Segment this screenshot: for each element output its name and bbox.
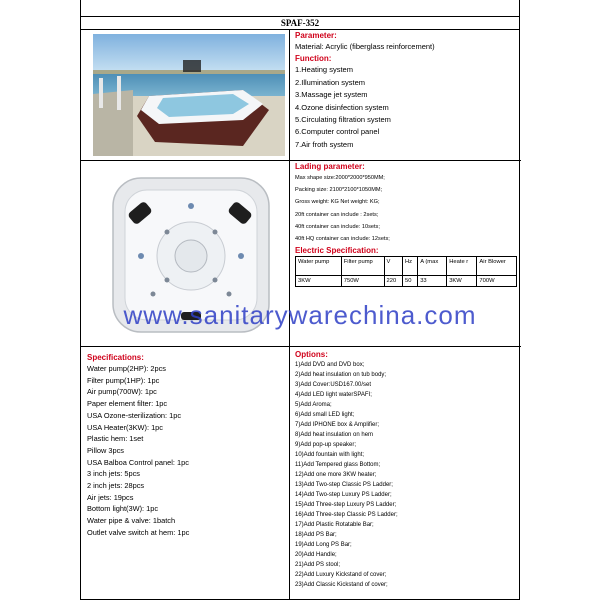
lading-item: 20ft container can include : 2sets; xyxy=(295,211,379,218)
hot-tub-terrace-photo xyxy=(93,34,285,156)
option-item: 8)Add heat insulation on hem xyxy=(295,432,374,438)
option-item: 19)Add Long PS Bar; xyxy=(295,542,352,548)
electric-header-row xyxy=(296,257,517,276)
option-item: 7)Add IPHONE box & Amplifier; xyxy=(295,422,380,428)
specifications-section xyxy=(87,352,287,539)
electric-value-cell: 3KW xyxy=(296,276,342,287)
option-item: 11)Add Tempered glass Bottom; xyxy=(295,462,381,468)
option-item: 13)Add Two-step Classic PS Ladder; xyxy=(295,482,393,488)
option-item: 22)Add Luxury Kickstand of cover; xyxy=(295,572,387,578)
option-item: 15)Add Three-step Luxury PS Ladder; xyxy=(295,502,397,508)
function-item: 5.Circulating filtration system xyxy=(295,115,391,125)
electric-heading: Electric Specification: xyxy=(295,246,379,256)
spec-item: Pillow 3pcs xyxy=(87,445,124,455)
lading-section xyxy=(295,161,517,287)
electric-value-cell: 220 xyxy=(384,276,402,287)
spec-item: Water pipe & valve: 1batch xyxy=(87,516,176,526)
spec-item: Bottom light(3W): 1pc xyxy=(87,504,159,514)
material-text: Material: Acrylic (fiberglass reinforcement) xyxy=(295,42,435,51)
spec-item: USA Ozone-sterilization: 1pc xyxy=(87,410,182,420)
function-item: 6.Computer control panel xyxy=(295,127,380,137)
option-item: 17)Add Plastic Rotatable Bar; xyxy=(295,522,374,528)
spec-item: Filter pump(1HP): 1pc xyxy=(87,375,160,385)
electric-header-cell: V xyxy=(384,257,402,276)
option-item: 20)Add Handle; xyxy=(295,552,337,558)
row-divider-lower xyxy=(81,346,521,347)
electric-value-cell: 3KW xyxy=(447,276,477,287)
lading-item: Max shape size:2000*2000*950MM; xyxy=(295,175,385,181)
function-item: 3.Massage jet system xyxy=(295,90,368,100)
parameter-section xyxy=(295,30,517,151)
spec-item: Air jets: 19pcs xyxy=(87,492,134,502)
spec-item: 2 inch jets: 28pcs xyxy=(87,481,145,491)
option-item: 14)Add Two-step Luxury PS Ladder; xyxy=(295,492,392,498)
electric-value-cell: 700W xyxy=(477,276,517,287)
function-item: 4.Ozone disinfection system xyxy=(295,102,389,112)
specifications-heading: Specifications: xyxy=(87,353,144,362)
spec-item: USA Balboa Control panel: 1pc xyxy=(87,457,189,467)
lading-item: 40ft container can include: 10sets; xyxy=(295,223,380,230)
option-item: 4)Add LED light waterSPAFI; xyxy=(295,392,372,398)
electric-value-cell: 50 xyxy=(402,276,417,287)
spec-item: Paper element filter: 1pc xyxy=(87,399,168,409)
function-heading: Function: xyxy=(295,54,332,64)
option-item: 6)Add small LED light; xyxy=(295,412,355,418)
electric-header-cell: Air Blower xyxy=(477,257,517,276)
electric-value-cell: 33 xyxy=(418,276,447,287)
electric-header-cell: Heate r xyxy=(447,257,477,276)
spec-item: Outlet valve switch at hem: 1pc xyxy=(87,527,190,537)
product-title: SPAF-352 xyxy=(80,16,520,30)
spec-item: USA Heater(3KW): 1pc xyxy=(87,422,163,432)
function-item: 2.Illumination system xyxy=(295,77,366,87)
parameter-heading: Parameter: xyxy=(295,31,337,40)
website-watermark: www.sanitarywarechina.com xyxy=(123,300,477,330)
option-item: 12)Add one more 3KW heater; xyxy=(295,472,377,478)
options-section xyxy=(295,349,517,590)
lading-item: Packing size: 2100*2100*1050MM; xyxy=(295,187,383,194)
electric-header-cell: Water pump xyxy=(296,257,342,276)
electric-header-cell: A (max xyxy=(418,257,447,276)
option-item: 2)Add heat insulation on tub body; xyxy=(295,372,387,378)
spec-item: 3 inch jets: 5pcs xyxy=(87,469,140,479)
option-item: 18)Add PS Bar; xyxy=(295,532,337,538)
lading-heading: Lading parameter: xyxy=(295,162,365,171)
spec-item: Water pump(2HP): 2pcs xyxy=(87,364,166,373)
option-item: 23)Add Classic Kickstand of cover; xyxy=(295,582,388,588)
option-item: 5)Add Aroma; xyxy=(295,402,332,408)
electric-value-cell: 750W xyxy=(341,276,384,287)
function-item: 7.Air froth system xyxy=(295,139,354,149)
electric-header-cell: Filter pump xyxy=(341,257,384,276)
option-item: 16)Add Three-step Classic PS Ladder; xyxy=(295,512,398,518)
options-heading: Options: xyxy=(295,350,328,359)
sheet-top-margin xyxy=(80,0,520,16)
lading-item: Gross weight: KG Net weight: KG; xyxy=(295,199,380,206)
option-item: 10)Add fountain with light; xyxy=(295,452,365,458)
spec-item: Air pump(700W): 1pc xyxy=(87,387,157,397)
option-item: 21)Add PS stool; xyxy=(295,562,341,568)
option-item: 9)Add pop-up speaker; xyxy=(295,442,357,448)
function-item: 1.Heating system xyxy=(295,65,353,75)
option-item: 1)Add DVD and DVD box; xyxy=(295,362,365,368)
electric-value-row xyxy=(296,276,517,287)
lading-item: 40ft HQ container can include: 12sets; xyxy=(295,236,390,243)
spec-item: Plastic hem: 1set xyxy=(87,434,144,444)
electric-spec-table xyxy=(295,256,517,287)
option-item: 3)Add Cover:USD167.00/set xyxy=(295,382,372,388)
electric-header-cell: Hz xyxy=(402,257,417,276)
